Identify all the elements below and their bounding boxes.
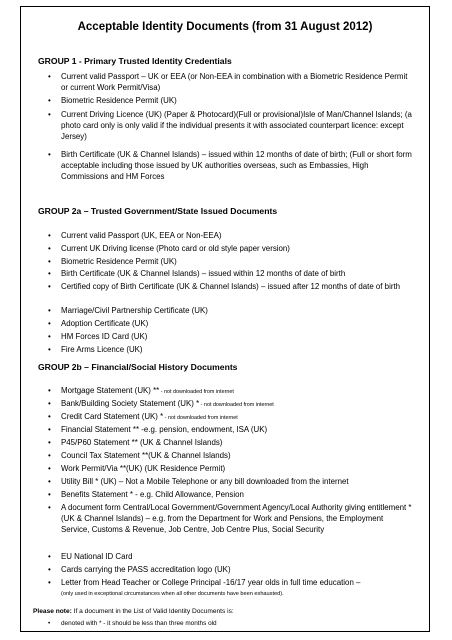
- please-note-label: Please note:: [33, 608, 72, 615]
- please-note: [33, 608, 234, 615]
- group2b-sub-note: (only used in exceptional circumstances when all other documents have been exhausted).: [61, 591, 284, 597]
- please-note-text: If a document in the List of Valid Identity Documents is:: [71, 608, 234, 615]
- group1-item: • Birth Certificate (UK & Channel Islands) – issued within 12 months of date of birth; (Full or short form acceptable including those issued by UK authorities overseas, such as Embassies, High Commissions and HM Forces: [61, 149, 413, 183]
- group2a-item: • Biometric Residence Permit (UK): [61, 256, 413, 267]
- group1-heading: GROUP 1 - Primary Trusted Identity Credentials: [38, 56, 232, 66]
- group2b-heading: GROUP 2b – Financial/Social History Documents: [38, 362, 238, 372]
- document-title: Acceptable Identity Documents (from 31 August 2012): [77, 21, 373, 33]
- group2b-item: • P45/P60 Statement ** (UK & Channel Islands): [61, 437, 413, 448]
- group2b-item: • Utility Bill * (UK) – Not a Mobile Telephone or any bill downloaded from the internet: [61, 476, 413, 487]
- group2a-item: • Current UK Driving license (Photo card or old style paper version): [61, 243, 413, 254]
- group2b-item: • Mortgage Statement (UK) ** - not downloaded from internet: [61, 385, 413, 398]
- group2a-heading: GROUP 2a – Trusted Government/State Issued Documents: [38, 206, 278, 216]
- group2a-item: • Adoption Certificate (UK): [61, 318, 413, 329]
- group2a-item: • HM Forces ID Card (UK): [61, 331, 413, 342]
- group2b-item: • A document form Central/Local Government/Government Agency/Local Authority giving entitlement *(UK & Channel Islands) – e.g. from the Department for Work and Pensions, the Employment Service, Customs & Revenue, Job Centre, Job Centre Plus, Social Security: [61, 502, 413, 536]
- group2a-item: • Certified copy of Birth Certificate (UK & Channel Islands) – issued after 12 months of date of birth: [61, 281, 413, 292]
- group2b-item: • Credit Card Statement (UK) * - not downloaded from internet: [61, 411, 413, 424]
- group1-item: • Current valid Passport – UK or EEA (or Non-EEA in combination with a Biometric Residence Permit or current Work Permit/Visa): [61, 71, 413, 93]
- group1-item: • Biometric Residence Permit (UK): [61, 95, 413, 106]
- group2a-item: • Marriage/Civil Partnership Certificate (UK): [61, 305, 413, 316]
- group2b-item: • EU National ID Card: [61, 551, 413, 562]
- group2b-item: • Letter from Head Teacher or College Principal -16/17 year olds in full time education –: [61, 577, 413, 588]
- group2b-item: • Financial Statement ** -e.g. pension, endowment, ISA (UK): [61, 424, 413, 435]
- please-note-item: • denoted with * - it should be less than three months old: [61, 620, 217, 627]
- group2b-item: • Bank/Building Society Statement (UK) * - not downloaded from internet: [61, 398, 413, 411]
- group2b-item: • Cards carrying the PASS accreditation logo (UK): [61, 564, 413, 575]
- group2b-item: • Work Permit/Via **(UK) (UK Residence Permit): [61, 463, 413, 474]
- group2a-item: • Birth Certificate (UK & Channel Islands) – issued within 12 months of date of birth: [61, 268, 413, 279]
- group2b-item: • Benefits Statement * - e.g. Child Allowance, Pension: [61, 489, 413, 500]
- group2b-item: • Council Tax Statement **(UK & Channel Islands): [61, 450, 413, 461]
- group2a-item: • Fire Arms Licence (UK): [61, 344, 413, 355]
- group1-item: • Current Driving Licence (UK) (Paper & Photocard)(Full or provisional)Isle of Man/Channel Islands; (a photo card only is only valid if the individual presents it with associated counterpart licence: except Jersey): [61, 109, 413, 143]
- document-frame: [20, 6, 430, 632]
- group2a-item: • Current valid Passport (UK, EEA or Non-EEA): [61, 230, 413, 241]
